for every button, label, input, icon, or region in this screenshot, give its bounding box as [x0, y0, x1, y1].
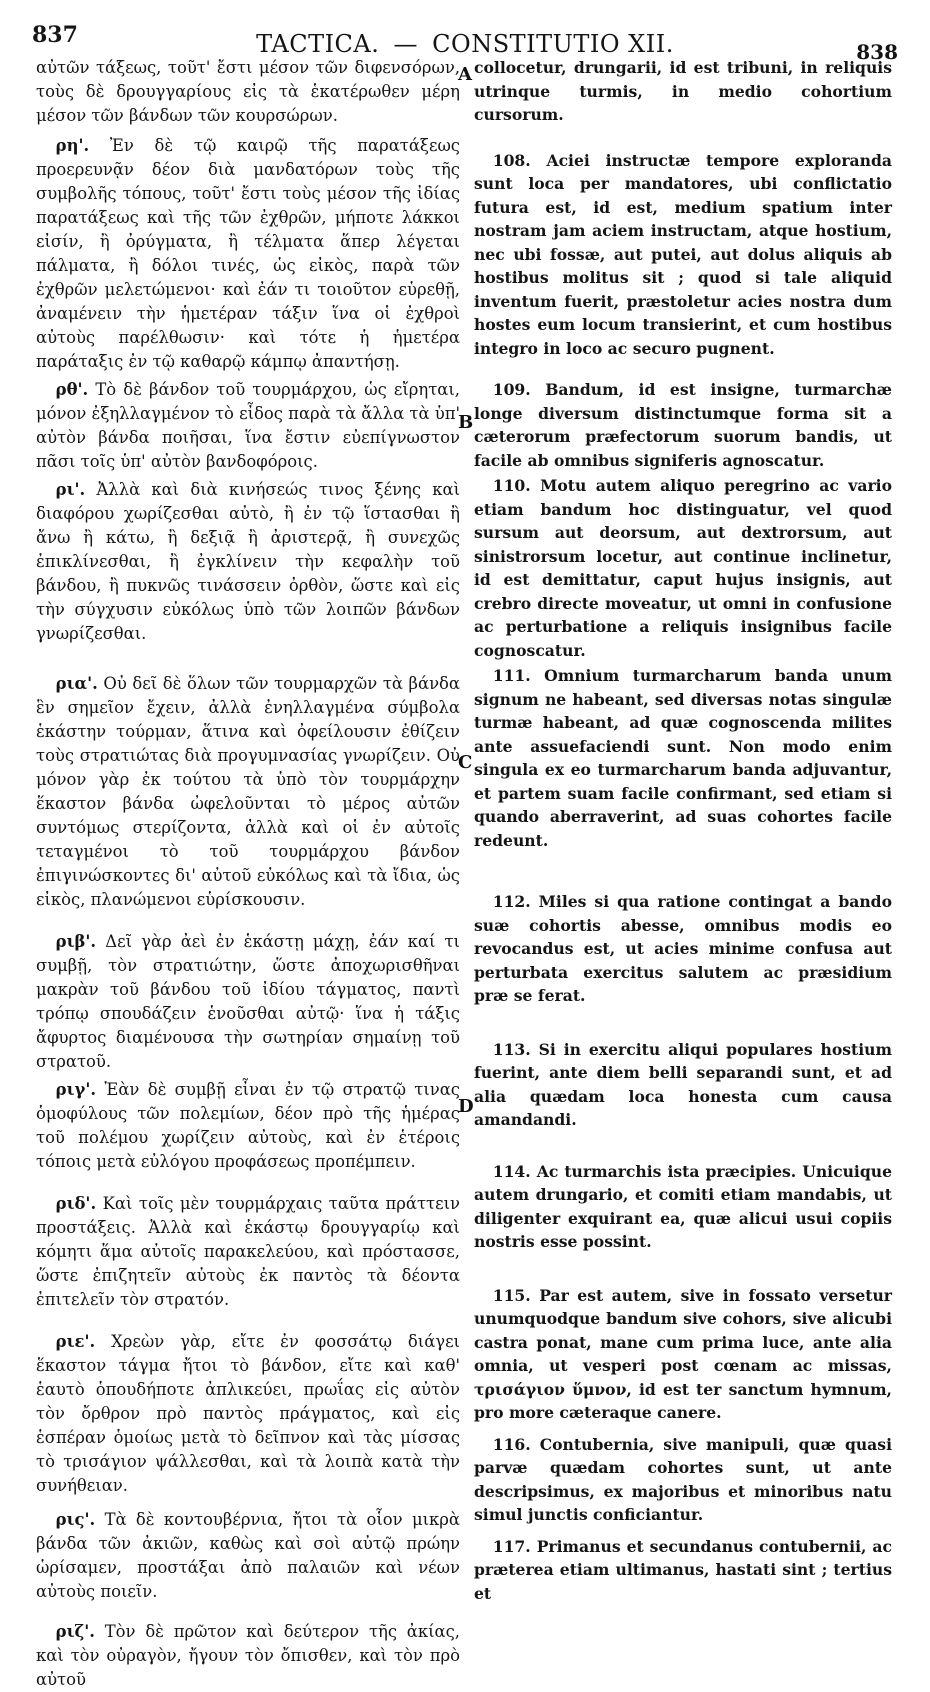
section-marker-a: A	[458, 64, 472, 85]
latin-paragraph-number: 109.	[492, 380, 531, 399]
greek-paragraph-number: ριζ'.	[55, 1622, 95, 1641]
latin-paragraph	[474, 1284, 892, 1425]
latin-paragraph-number: 110.	[492, 476, 531, 495]
greek-paragraph-number: ρθ'.	[55, 380, 89, 399]
running-title: TACTICA.	[256, 30, 380, 58]
greek-paragraph-text: Χρεὼν γὰρ, εἴτε ἐν φοσσάτῳ διάγει ἕκαστον τάγμα ἤτοι τὸ βάνδον, εἴτε καὶ καθ' ἑαυτὸ ὁπουδήποτε ἀπλικεύει, πρωΐας εἰς αὐτὸν τὸν ὄρθρον πρὸ παντὸς πράγματος, καὶ εἰς ἑσπέραν ὁμοίως μετὰ τὸ δεῖπνον καὶ τὰς μίσσας τὸ τρισάγιον ψάλλεσθαι, καὶ τὰ λοιπὰ κατὰ τὴν συνήθειαν.	[36, 1332, 460, 1495]
latin-paragraph-number: 111.	[492, 666, 531, 685]
latin-paragraph	[474, 1160, 892, 1254]
latin-paragraph-number: 113.	[492, 1039, 531, 1059]
latin-paragraph-text: Aciei instructæ tempore exploranda sunt loca per mandatores, ubi conflictatio futura est, id est, medium spatium inter nostram jam aciem instructam, atque hostium, nec ubi fossæ, aut putei, aut dolus aliquis ab hostibus molitus sit ; quod si tale aliquid inventum fuerit, præstoletur acies nostra dum hostes eum locum transierint, et cum hostibus integro in loco ac securo pugnent.	[474, 150, 892, 358]
greek-paragraph	[36, 930, 460, 1074]
latin-paragraph-number: 115.	[492, 1285, 531, 1305]
latin-paragraph	[474, 474, 892, 662]
latin-paragraph-text: Contubernia, sive manipuli, quæ quasi parvæ quædam cohortes sunt, ut ante descripsimus, ex majoribus et minoribus natu simul junctis conficiantur.	[474, 1434, 892, 1524]
greek-paragraph-number: ριδ'.	[55, 1194, 97, 1213]
latin-paragraph-text: Par est autem, sive in fossato versetur unumquodque bandum sive cohors, sive alicubi castra ponat, mane cum prima luce, ante alia omnia, ut vesperi post cœnam ac missas, τρισάγιον ὕμνον, id est ter sanctum hymnum, pro more cæteraque canere.	[474, 1285, 893, 1422]
greek-paragraph-text: Οὐ δεῖ δὲ ὅλων τῶν τουρμαρχῶν τὰ βάνδα ἓν σημεῖον ἔχειν, ἀλλὰ ἐνηλλαγμένα σύμβολα ἑκάστην τούρμαν, ἅτινα καὶ ὀφείλουσιν ἐθίζειν τοὺς στρατιώτας διὰ προγυμνασίας γνωρίζειν. Οὐ μόνον γὰρ ἐκ τούτου τὰ ὑπὸ τὸν τουρμάρχην ἕκαστον βάνδα ὠφελοῦνται τὸ μέρος αὐτῶν συντόμως στερίζοντα, ἀλλὰ καὶ οἱ ἐν αὐτοῖς τεταγμένοι τὸ τοῦ τουρμάρχου βάνδον ἐπιγινώσκοντες δι' αὐτοῦ εὐκόλως καὶ τὰ ἴδια, ὡς εἰκὸς, πλανώμενοι εὑρίσκουσιν.	[36, 674, 460, 909]
greek-paragraph-number: ριβ'.	[55, 932, 97, 951]
greek-paragraph-number: ρι'.	[55, 480, 86, 499]
running-head	[0, 30, 930, 58]
greek-paragraph	[36, 1620, 460, 1692]
greek-paragraph-text: Ἀλλὰ καὶ διὰ κινήσεώς τινος ξένης καὶ διαφόρου χωρίζεσθαι αὐτὸ, ἢ ἐν τῷ ἵστασθαι ἢ ἄνω ἢ κάτω, ἢ δεξιᾷ ἢ ἀριστερᾷ, ἢ συνεχῶς ἐπικλίνεσθαι, ἢ ἐγκλίνειν τὴν κεφαλὴν τοῦ βάνδου, ἢ πυκνῶς τινάσσειν ὀρθὸν, ὥστε καὶ εἰς τὴν σύγχυσιν εὐκόλως ὑπὸ τῶν λοιπῶν βάνδων γνωρίζεσθαι.	[36, 480, 461, 643]
greek-paragraph	[36, 672, 460, 912]
latin-text-column	[474, 56, 893, 1603]
latin-paragraph-number: 112.	[492, 892, 531, 911]
latin-paragraph	[474, 1535, 892, 1606]
page-number-right: 838	[856, 40, 898, 64]
latin-paragraph-number: 117.	[492, 1536, 531, 1556]
greek-paragraph	[36, 1330, 460, 1498]
greek-paragraph-text: Ἐν δὲ τῷ καιρῷ τῆς παρατάξεως προερευνᾷν δέον διὰ μανδατόρων τοὺς τῆς συμβολῆς τόπους, τοῦτ' ἔστι τοὺς μέσον τῆς ἰδίας παρατάξεως καὶ τῆς τῶν ἐχθρῶν, μήποτε λάκκοι εἰσίν, ἢ ὀρύγματα, ἢ τέλματα ἅπερ λέγεται πάλματα, ἢ δόλοι τινές, ὡς εἰκὸς, παρὰ τῶν ἐχθρῶν μελετώμενοι· καὶ ἐάν τι τοιοῦτον εὑρεθῇ, ἀναμένειν τὴν ἡμετέραν τάξιν ἵνα οἱ ἐχθροὶ αὐτοὺς παρέλθωσιν· καὶ τότε ἡ ἡμετέρα παράταξις ἐν τῷ καθαρῷ κάμπῳ ἀπαντήσῃ.	[36, 136, 460, 371]
greek-text-column	[36, 56, 461, 1689]
greek-paragraph-number: ρις'.	[55, 1510, 96, 1529]
latin-paragraph-text: Motu autem aliquo peregrino ac vario etiam bandum hoc distinguatur, vel quod sursum aut deorsum, aut dextrorsum, aut sinistrorsum locetur, aut continue inclinetur, id est demittatur, caput hujus insignis, aut crebro directe moveatur, ut omni in confusione ac perturbatione a reliquis insignibus facile cognoscatur.	[474, 476, 892, 660]
running-subtitle: CONSTITUTIO XII.	[432, 30, 674, 58]
latin-paragraph-number: 114.	[492, 1161, 531, 1181]
greek-paragraph	[36, 56, 460, 128]
latin-paragraph-text: Primanus et secundanus contubernii, ac præterea etiam ultimanus, hastati sint ; tertius et	[474, 1536, 892, 1603]
latin-paragraph	[474, 378, 892, 472]
latin-paragraph-number: 108.	[492, 150, 531, 170]
latin-paragraph	[474, 56, 892, 127]
greek-paragraph	[36, 1508, 460, 1604]
greek-paragraph-text: Τὸ δὲ βάνδον τοῦ τουρμάρχου, ὡς εἴρηται, μόνον ἐξηλλαγμένον τὸ εἶδος παρὰ τὰ ἄλλα τὰ ὑπ' αὐτὸν βάνδα ποιῆσαι, ἵνα ἔστιν εὐεπίγνωστον πᾶσι τοῖς ὑπ' αὐτὸν βανδοφόροις.	[36, 380, 460, 471]
section-marker-c: C	[458, 752, 473, 773]
greek-paragraph-number: ρη'.	[55, 136, 90, 155]
latin-paragraph	[474, 1038, 892, 1132]
greek-paragraph-number: ρια'.	[55, 674, 98, 693]
latin-paragraph-text: collocetur, drungarii, id est tribuni, in reliquis utrinque turmis, in medio cohortium cursorum.	[474, 58, 892, 124]
greek-paragraph-text: Τὰ δὲ κοντουβέρνια, ἤτοι τὰ οἷον μικρὰ βάνδα τῶν ἀκιῶν, καθὼς καὶ σοὶ αὐτῷ πρώην ὡρίσαμεν, προστάξαι ἀπὸ παλαιῶν καὶ νέων αὐτοὺς ποιεῖν.	[36, 1510, 460, 1601]
greek-paragraph-number: ριγ'.	[55, 1080, 97, 1099]
running-head-separator: —	[393, 30, 419, 58]
greek-paragraph	[36, 1192, 460, 1312]
greek-paragraph	[36, 1078, 460, 1174]
latin-paragraph-number: 116.	[492, 1434, 531, 1454]
section-marker-b: B	[458, 412, 474, 433]
greek-paragraph-text: Δεῖ γὰρ ἀεὶ ἐν ἑκάστῃ μάχῃ, ἐάν καί τι συμβῇ, τὸν στρατιώτην, ὥστε ἀποχωρισθῆναι μακρὰν τοῦ βάνδου τοῦ ἰδίου τάγματος, παντὶ τρόπῳ σπουδάζειν ἑνοῦσθαι αὐτῷ· ἵνα ἡ τάξις ἄφυρτος διαμένουσα τὴν σωτηρίαν σημαίνῃ τοῦ στρατοῦ.	[36, 932, 460, 1071]
greek-paragraph	[36, 134, 460, 374]
latin-paragraph	[474, 149, 892, 361]
latin-paragraph	[474, 1433, 892, 1527]
section-marker-d: D	[458, 1096, 474, 1117]
greek-paragraph-number: ριε'.	[55, 1332, 96, 1351]
latin-paragraph-text: Bandum, id est insigne, turmarchæ longe diversum distinctumque forma sit a cæterorum præfectorum suorum bandis, ut facile ab omnibus signiferis agnoscatur.	[474, 380, 893, 470]
greek-paragraph-text: αὐτῶν τάξεως, τοῦτ' ἔστι μέσον τῶν διφενσόρων, τοὺς δὲ δρουγγαρίους εἰς τὰ ἑκατέρωθεν μέρη μέσον τῶν βάνδων τῶν κουρσώρων.	[36, 58, 460, 125]
latin-paragraph-text: Omnium turmarcharum banda unum signum ne habeant, sed diversas notas singulæ turmæ habeant, ad quæ cognoscenda milites ante assuefaciendi sunt. Non modo enim singula ex eo turmarcharum banda adjuvantur, et partem suam facile confirmant, sed etiam si quando aberraverint, ad suas cohortes facile redeunt.	[474, 666, 892, 850]
greek-paragraph-text: Τὸν δὲ πρῶτον καὶ δεύτερον τῆς ἀκίας, καὶ τὸν οὐραγὸν, ἤγουν τὸν ὄπισθεν, καὶ τὸν πρὸ αὐτοῦ	[36, 1622, 461, 1689]
latin-paragraph-text: Miles si qua ratione contingat a bando suæ cohortis abesse, omnibus modis eo revocandus est, ut acies minime confusa aut perturbata exercitus salutem ac præsidium præ se ferat.	[474, 892, 892, 1005]
latin-paragraph	[474, 664, 892, 852]
page-number-left: 837	[32, 22, 78, 48]
greek-paragraph	[36, 478, 460, 646]
latin-paragraph	[474, 890, 892, 1008]
greek-paragraph-text: Καὶ τοῖς μὲν τουρμάρχαις ταῦτα πράττειν προστάξεις. Ἀλλὰ καὶ ἑκάστῳ δρουγγαρίῳ καὶ κόμητι ἅμα αὐτοῖς παρακελεύου, καὶ πρόστασσε, ὥστε ἐπιζητεῖν αὐτοὺς ἐκ παντὸς τὰ δέοντα ἐπιτελεῖν τὸν στρατόν.	[36, 1194, 460, 1309]
latin-paragraph-text: Si in exercitu aliqui populares hostium fuerint, ante diem belli separandi sunt, et ad alia quædam loca honesta cum causa amandandi.	[474, 1039, 892, 1129]
greek-paragraph	[36, 378, 460, 474]
latin-paragraph-text: Ac turmarchis ista præcipies. Unicuique autem drungario, et comiti etiam mandabis, ut diligenter exquirant ea, quæ alicui usui copiis nostris esse possint.	[474, 1161, 892, 1251]
greek-paragraph-text: Ἐὰν δὲ συμβῇ εἶναι ἐν τῷ στρατῷ τινας ὁμοφύλους τῶν πολεμίων, δέον πρὸ τῆς ἡμέρας τοῦ πολέμου χωρίζειν αὐτοὺς, καὶ ἐν ἑτέροις τόποις μετὰ εὐλόγου προφάσεως προπέμπειν.	[36, 1080, 460, 1171]
